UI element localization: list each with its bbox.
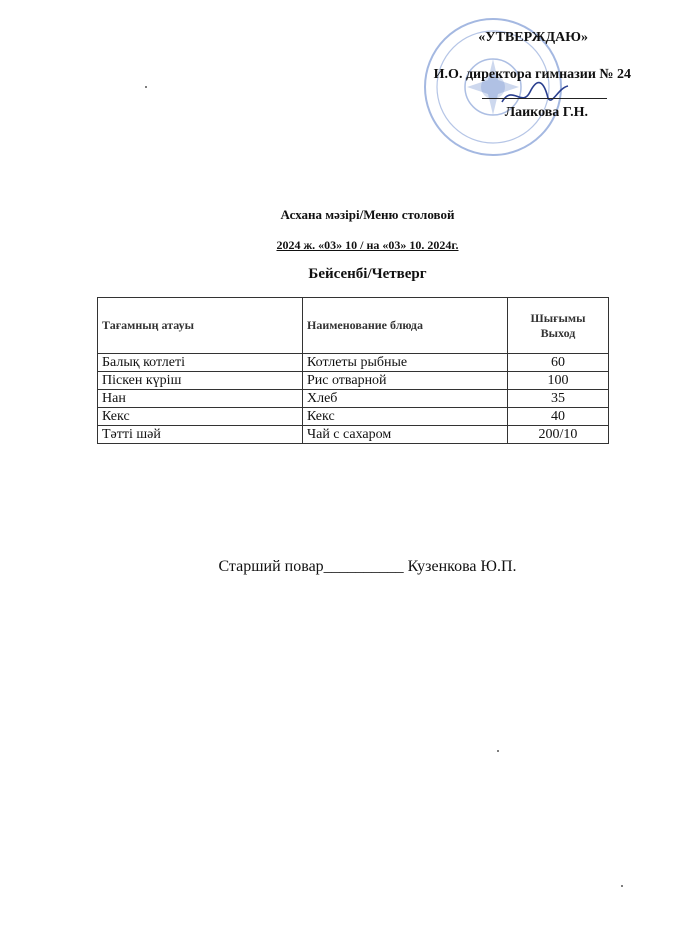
dish-russian: Кекс xyxy=(303,408,508,426)
table-row xyxy=(98,372,609,390)
menu-day: Бейсенбі/Четверг xyxy=(308,266,427,282)
dish-kazakh: Нан xyxy=(98,390,303,408)
chef-blank: __________ xyxy=(323,558,404,575)
speck xyxy=(621,885,623,887)
chef-signature-line xyxy=(0,558,673,576)
speck xyxy=(497,750,499,752)
dish-output: 35 xyxy=(508,390,609,408)
table-header-row xyxy=(98,298,609,354)
chef-label: Старший повар xyxy=(218,558,324,575)
dish-kazakh: Кекс xyxy=(98,408,303,426)
menu-dates: 2024 ж. «03» 10 / на «03» 10. 2024г. xyxy=(276,238,459,252)
dish-russian: Чай с сахаром xyxy=(303,426,508,444)
dish-kazakh: Тәтті шәй xyxy=(98,426,303,444)
dish-kazakh: Балық котлеті xyxy=(98,354,303,372)
dish-russian: Хлеб xyxy=(303,390,508,408)
signature-line xyxy=(482,98,607,99)
dish-kazakh: Піскен күріш xyxy=(98,372,303,390)
table-row xyxy=(98,426,609,444)
dish-output: 40 xyxy=(508,408,609,426)
header-russian-name: Наименование блюда xyxy=(303,298,508,354)
menu-table xyxy=(97,297,609,444)
menu-title: Асхана мәзірі/Меню столовой xyxy=(280,207,455,222)
speck xyxy=(145,86,147,88)
dish-russian: Котлеты рыбные xyxy=(303,354,508,372)
dish-output: 60 xyxy=(508,354,609,372)
dish-output: 100 xyxy=(508,372,609,390)
dish-output: 200/10 xyxy=(508,426,609,444)
dish-russian: Рис отварной xyxy=(303,372,508,390)
table-row xyxy=(98,390,609,408)
chef-name: Кузенкова Ю.П. xyxy=(407,558,517,575)
table-row xyxy=(98,408,609,426)
approval-heading: «УТВЕРЖДАЮ» xyxy=(478,30,588,45)
table-row xyxy=(98,354,609,372)
approver-position: И.О. директора гимназии № 24 xyxy=(433,67,631,82)
approver-name: Лаикова Г.Н. xyxy=(504,105,588,120)
header-output: Шығымы Выход xyxy=(508,298,609,354)
header-kazakh-name: Тағамның атауы xyxy=(98,298,303,354)
